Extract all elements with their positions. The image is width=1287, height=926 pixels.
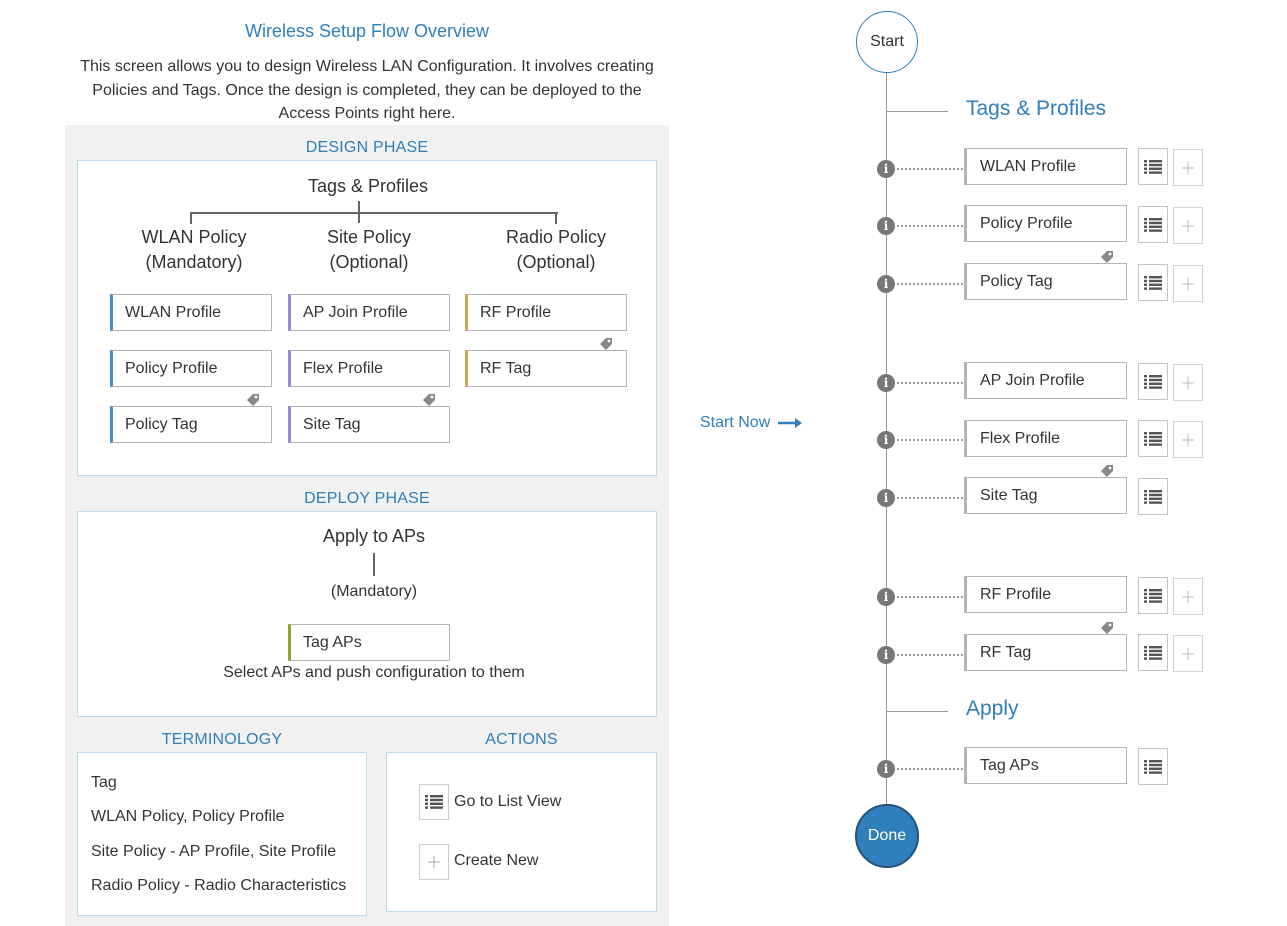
design-phase-box bbox=[77, 160, 657, 476]
deploy-card-tag-aps: Tag APs bbox=[288, 624, 450, 661]
column-name: WLAN Policy bbox=[141, 227, 247, 247]
wlan-policy-heading bbox=[124, 225, 264, 275]
dotted-connector bbox=[897, 168, 963, 170]
plus-icon bbox=[1182, 591, 1194, 603]
list-icon bbox=[1144, 589, 1162, 603]
list-view-button[interactable] bbox=[1138, 363, 1168, 400]
tree-connector bbox=[190, 212, 192, 224]
flow-step-wlan-profile[interactable]: WLAN Profile bbox=[964, 148, 1127, 185]
terminology-item: WLAN Policy, Policy Profile bbox=[91, 808, 285, 825]
flow-step-site-tag[interactable]: Site Tag bbox=[964, 477, 1127, 514]
start-now-link[interactable] bbox=[700, 414, 802, 432]
tree-connector bbox=[373, 553, 375, 576]
list-icon bbox=[1144, 646, 1162, 660]
section-connector bbox=[887, 111, 948, 112]
start-now-label: Start Now bbox=[700, 414, 771, 431]
design-root-title: Tags & Profiles bbox=[307, 176, 429, 196]
design-card-rf-tag: RF Tag bbox=[465, 350, 627, 387]
flow-start-node bbox=[856, 11, 918, 73]
create-new-button[interactable] bbox=[1173, 364, 1203, 401]
dotted-connector bbox=[897, 225, 963, 227]
list-icon bbox=[419, 784, 449, 820]
create-new-button[interactable] bbox=[1173, 421, 1203, 458]
tag-icon bbox=[1100, 621, 1114, 635]
plus-icon bbox=[1182, 278, 1194, 290]
design-phase-label: DESIGN PHASE bbox=[305, 139, 429, 156]
plus-icon bbox=[1182, 648, 1194, 660]
list-icon bbox=[1144, 432, 1162, 446]
tree-connector bbox=[190, 212, 558, 214]
flow-step-rf-tag[interactable]: RF Tag bbox=[964, 634, 1127, 671]
deploy-phase-label: DEPLOY PHASE bbox=[304, 490, 430, 507]
dotted-connector bbox=[897, 654, 963, 656]
list-icon bbox=[1144, 160, 1162, 174]
deploy-phase-box bbox=[77, 511, 657, 717]
section-title-tags-profiles: Tags & Profiles bbox=[966, 97, 1107, 120]
info-icon[interactable]: i bbox=[877, 646, 895, 664]
dotted-connector bbox=[897, 382, 963, 384]
info-icon[interactable]: i bbox=[877, 374, 895, 392]
flow-step-policy-tag[interactable]: Policy Tag bbox=[964, 263, 1127, 300]
overview-title: Wireless Setup Flow Overview bbox=[244, 21, 490, 41]
plus-icon bbox=[1182, 220, 1194, 232]
info-icon[interactable]: i bbox=[877, 431, 895, 449]
list-view-button[interactable] bbox=[1138, 206, 1168, 243]
column-note: (Optional) bbox=[329, 252, 409, 272]
flow-step-tag-aps[interactable]: Tag APs bbox=[964, 747, 1127, 784]
create-new-button[interactable] bbox=[1173, 578, 1203, 615]
flow-step-rf-profile[interactable]: RF Profile bbox=[964, 576, 1127, 613]
dotted-connector bbox=[897, 596, 963, 598]
site-policy-heading bbox=[299, 225, 439, 275]
create-new-label: Create New bbox=[454, 852, 539, 869]
info-icon[interactable]: i bbox=[877, 489, 895, 507]
create-new-button[interactable] bbox=[1173, 149, 1203, 186]
flow-done-node[interactable] bbox=[855, 804, 919, 868]
design-card-flex-profile: Flex Profile bbox=[288, 350, 450, 387]
tag-icon bbox=[422, 393, 436, 407]
design-card-rf-profile: RF Profile bbox=[465, 294, 627, 331]
dotted-connector bbox=[897, 768, 963, 770]
tag-icon bbox=[246, 393, 260, 407]
arrow-right-icon bbox=[778, 418, 802, 428]
radio-policy-heading bbox=[486, 225, 626, 275]
plus-icon bbox=[1182, 434, 1194, 446]
design-card-policy-tag: Policy Tag bbox=[110, 406, 272, 443]
list-view-button[interactable] bbox=[1138, 478, 1168, 515]
column-note: (Optional) bbox=[516, 252, 596, 272]
list-icon bbox=[1144, 276, 1162, 290]
deploy-note: (Mandatory) bbox=[330, 583, 418, 600]
info-icon[interactable]: i bbox=[877, 588, 895, 606]
column-note: (Mandatory) bbox=[145, 252, 243, 272]
flow-step-flex-profile[interactable]: Flex Profile bbox=[964, 420, 1127, 457]
dotted-connector bbox=[897, 439, 963, 441]
column-name: Radio Policy bbox=[505, 227, 607, 247]
plus-icon bbox=[1182, 377, 1194, 389]
flow-step-policy-profile[interactable]: Policy Profile bbox=[964, 205, 1127, 242]
section-connector bbox=[887, 711, 948, 712]
terminology-box bbox=[77, 752, 367, 916]
go-to-list-view-label: Go to List View bbox=[454, 793, 562, 810]
dotted-connector bbox=[897, 283, 963, 285]
column-name: Site Policy bbox=[326, 227, 412, 247]
actions-label: ACTIONS bbox=[485, 731, 558, 748]
list-icon bbox=[1144, 375, 1162, 389]
list-view-button[interactable] bbox=[1138, 264, 1168, 301]
list-view-button[interactable] bbox=[1138, 748, 1168, 785]
tree-connector bbox=[555, 212, 557, 224]
actions-box bbox=[386, 752, 657, 912]
info-icon[interactable]: i bbox=[877, 760, 895, 778]
dotted-connector bbox=[897, 497, 963, 499]
terminology-item: Radio Policy - Radio Characteristics bbox=[91, 877, 347, 894]
section-title-apply: Apply bbox=[966, 697, 1019, 720]
deploy-title: Apply to APs bbox=[322, 526, 426, 546]
tag-icon bbox=[1100, 464, 1114, 478]
flow-step-ap-join-profile[interactable]: AP Join Profile bbox=[964, 362, 1127, 399]
terminology-label: TERMINOLOGY bbox=[161, 731, 283, 748]
design-card-wlan-profile: WLAN Profile bbox=[110, 294, 272, 331]
terminology-item: Tag bbox=[91, 774, 117, 791]
info-icon[interactable]: i bbox=[877, 160, 895, 178]
plus-icon bbox=[1182, 162, 1194, 174]
list-icon bbox=[1144, 760, 1162, 774]
design-card-site-tag: Site Tag bbox=[288, 406, 450, 443]
create-new-button[interactable] bbox=[1173, 265, 1203, 302]
list-view-button[interactable] bbox=[1138, 577, 1168, 614]
info-icon[interactable]: i bbox=[877, 217, 895, 235]
list-icon bbox=[1144, 218, 1162, 232]
list-view-button[interactable] bbox=[1138, 634, 1168, 671]
start-label: Start bbox=[870, 33, 904, 50]
list-view-button[interactable] bbox=[1138, 148, 1168, 185]
create-new-button[interactable] bbox=[1173, 635, 1203, 672]
done-label: Done bbox=[867, 827, 907, 844]
overview-intro: This screen allows you to design Wireless LAN Configuration. It involves creating Policies and Tags. Once the design is completed, they can be deployed to the Access Points right here. bbox=[80, 58, 654, 122]
plus-icon bbox=[419, 844, 449, 880]
create-new-button[interactable] bbox=[1173, 207, 1203, 244]
list-icon bbox=[1144, 490, 1162, 504]
terminology-item: Site Policy - AP Profile, Site Profile bbox=[91, 843, 337, 860]
info-icon[interactable]: i bbox=[877, 275, 895, 293]
deploy-description: Select APs and push configuration to them bbox=[223, 664, 525, 681]
list-view-button[interactable] bbox=[1138, 420, 1168, 457]
design-card-ap-join-profile: AP Join Profile bbox=[288, 294, 450, 331]
design-card-policy-profile: Policy Profile bbox=[110, 350, 272, 387]
tag-icon bbox=[599, 337, 613, 351]
tag-icon bbox=[1100, 250, 1114, 264]
